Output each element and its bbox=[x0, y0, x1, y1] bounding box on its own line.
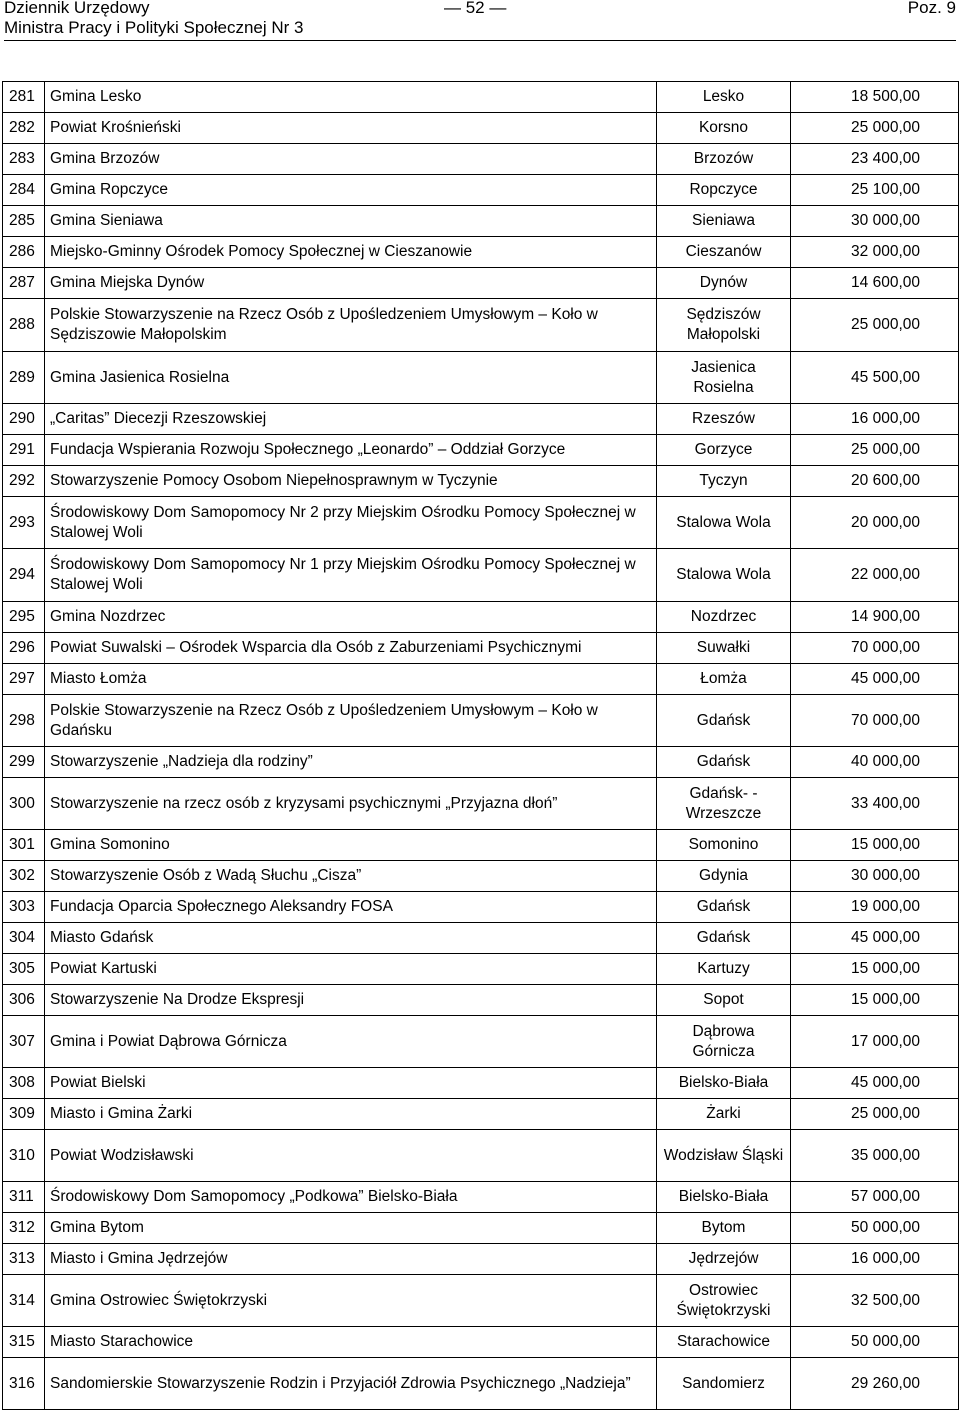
table-row bbox=[3, 268, 959, 299]
grant-amount: 19 000,00 bbox=[791, 892, 959, 923]
recipient-name: Fundacja Wspierania Rozwoju Społecznego „Leonardo” – Oddział Gorzyce bbox=[45, 435, 657, 466]
recipient-city: Gdynia bbox=[657, 861, 791, 892]
recipient-city: Stalowa Wola bbox=[657, 497, 791, 549]
recipient-city: Tyczyn bbox=[657, 466, 791, 497]
recipient-city: Lesko bbox=[657, 82, 791, 113]
position-number: Poz. 9 bbox=[907, 0, 956, 17]
table-row bbox=[3, 299, 959, 352]
recipient-name: Stowarzyszenie Pomocy Osobom Niepełnosprawnym w Tyczynie bbox=[45, 466, 657, 497]
row-number: 284 bbox=[3, 175, 45, 206]
table-row bbox=[3, 1327, 959, 1358]
recipient-city: Gdańsk bbox=[657, 695, 791, 747]
recipient-name: Miasto Gdańsk bbox=[45, 923, 657, 954]
row-number: 311 bbox=[3, 1182, 45, 1213]
row-number: 285 bbox=[3, 206, 45, 237]
row-number: 300 bbox=[3, 778, 45, 830]
recipient-city: Sędziszów Małopolski bbox=[657, 299, 791, 352]
recipient-name: Gmina Ropczyce bbox=[45, 175, 657, 206]
row-number: 283 bbox=[3, 144, 45, 175]
recipient-name: Miasto Starachowice bbox=[45, 1327, 657, 1358]
recipient-name: Stowarzyszenie „Nadzieja dla rodziny” bbox=[45, 747, 657, 778]
page-header bbox=[4, 0, 956, 42]
row-number: 294 bbox=[3, 549, 45, 602]
recipient-name: Powiat Wodzisławski bbox=[45, 1130, 657, 1182]
row-number: 304 bbox=[3, 923, 45, 954]
row-number: 307 bbox=[3, 1016, 45, 1068]
recipient-name: Środowiskowy Dom Samopomocy Nr 1 przy Miejskim Ośrodku Pomocy Społecznej w Stalowej Woli bbox=[45, 549, 657, 602]
journal-title: Dziennik Urzędowy bbox=[4, 0, 150, 17]
grant-amount: 14 600,00 bbox=[791, 268, 959, 299]
recipient-city: Gdańsk bbox=[657, 747, 791, 778]
row-number: 288 bbox=[3, 299, 45, 352]
table-row bbox=[3, 549, 959, 602]
recipient-name: Stowarzyszenie Na Drodze Ekspresji bbox=[45, 985, 657, 1016]
table-row bbox=[3, 664, 959, 695]
row-number: 298 bbox=[3, 695, 45, 747]
row-number: 310 bbox=[3, 1130, 45, 1182]
recipient-name: Sandomierskie Stowarzyszenie Rodzin i Przyjaciół Zdrowia Psychicznego „Nadzieja” bbox=[45, 1358, 657, 1410]
recipient-name: Środowiskowy Dom Samopomocy „Podkowa” Bielsko-Biała bbox=[45, 1182, 657, 1213]
row-number: 309 bbox=[3, 1099, 45, 1130]
grant-amount: 23 400,00 bbox=[791, 144, 959, 175]
recipient-name: Fundacja Oparcia Społecznego Aleksandry FOSA bbox=[45, 892, 657, 923]
recipient-name: Polskie Stowarzyszenie na Rzecz Osób z Upośledzeniem Umysłowym – Koło w Sędziszowie Małopolskim bbox=[45, 299, 657, 352]
table-row bbox=[3, 923, 959, 954]
row-number: 290 bbox=[3, 404, 45, 435]
recipient-name: Gmina Nozdrzec bbox=[45, 602, 657, 633]
recipient-city: Gdańsk- -Wrzeszcze bbox=[657, 778, 791, 830]
grant-amount: 45 500,00 bbox=[791, 352, 959, 404]
recipient-city: Ropczyce bbox=[657, 175, 791, 206]
row-number: 302 bbox=[3, 861, 45, 892]
grant-amount: 30 000,00 bbox=[791, 861, 959, 892]
recipient-city: Żarki bbox=[657, 1099, 791, 1130]
row-number: 293 bbox=[3, 497, 45, 549]
table-row bbox=[3, 830, 959, 861]
grant-amount: 50 000,00 bbox=[791, 1213, 959, 1244]
recipient-city: Bielsko-Biała bbox=[657, 1182, 791, 1213]
table-row bbox=[3, 1358, 959, 1410]
table-row bbox=[3, 435, 959, 466]
row-number: 305 bbox=[3, 954, 45, 985]
grant-amount: 25 000,00 bbox=[791, 113, 959, 144]
recipient-city: Ostrowiec Świętokrzyski bbox=[657, 1275, 791, 1327]
row-number: 297 bbox=[3, 664, 45, 695]
recipient-name: Powiat Krośnieński bbox=[45, 113, 657, 144]
table-row bbox=[3, 144, 959, 175]
table-row bbox=[3, 602, 959, 633]
page-number: — 52 — bbox=[444, 0, 507, 17]
table-row bbox=[3, 1099, 959, 1130]
grant-amount: 16 000,00 bbox=[791, 1244, 959, 1275]
grant-amount: 20 600,00 bbox=[791, 466, 959, 497]
table-row bbox=[3, 404, 959, 435]
table-row bbox=[3, 1244, 959, 1275]
row-number: 306 bbox=[3, 985, 45, 1016]
table-row bbox=[3, 954, 959, 985]
table-row bbox=[3, 747, 959, 778]
table-row bbox=[3, 778, 959, 830]
recipient-city: Sieniawa bbox=[657, 206, 791, 237]
recipient-name: Miasto Łomża bbox=[45, 664, 657, 695]
row-number: 289 bbox=[3, 352, 45, 404]
table-row bbox=[3, 237, 959, 268]
grant-amount: 18 500,00 bbox=[791, 82, 959, 113]
recipient-name: Powiat Suwalski – Ośrodek Wsparcia dla Osób z Zaburzeniami Psychicznymi bbox=[45, 633, 657, 664]
table-row bbox=[3, 633, 959, 664]
table-row bbox=[3, 82, 959, 113]
grant-amount: 45 000,00 bbox=[791, 1068, 959, 1099]
table-row bbox=[3, 1016, 959, 1068]
table-row bbox=[3, 985, 959, 1016]
recipient-name: Powiat Kartuski bbox=[45, 954, 657, 985]
recipient-name: Gmina Bytom bbox=[45, 1213, 657, 1244]
recipient-name: Gmina Miejska Dynów bbox=[45, 268, 657, 299]
row-number: 287 bbox=[3, 268, 45, 299]
row-number: 303 bbox=[3, 892, 45, 923]
recipient-city: Jasienica Rosielna bbox=[657, 352, 791, 404]
grant-amount: 32 000,00 bbox=[791, 237, 959, 268]
recipient-name: Gmina Somonino bbox=[45, 830, 657, 861]
table-row bbox=[3, 175, 959, 206]
grant-amount: 20 000,00 bbox=[791, 497, 959, 549]
grant-amount: 25 000,00 bbox=[791, 435, 959, 466]
grant-amount: 15 000,00 bbox=[791, 830, 959, 861]
grant-amount: 33 400,00 bbox=[791, 778, 959, 830]
row-number: 286 bbox=[3, 237, 45, 268]
recipient-city: Kartuzy bbox=[657, 954, 791, 985]
table-row bbox=[3, 206, 959, 237]
recipient-city: Gorzyce bbox=[657, 435, 791, 466]
recipient-city: Korsno bbox=[657, 113, 791, 144]
ministry-title: Ministra Pracy i Polityki Społecznej Nr 3 bbox=[4, 18, 304, 37]
table-row bbox=[3, 892, 959, 923]
recipient-city: Rzeszów bbox=[657, 404, 791, 435]
row-number: 296 bbox=[3, 633, 45, 664]
recipient-city: Brzozów bbox=[657, 144, 791, 175]
grant-amount: 50 000,00 bbox=[791, 1327, 959, 1358]
table-row bbox=[3, 1213, 959, 1244]
grant-amount: 70 000,00 bbox=[791, 695, 959, 747]
recipient-name: Miasto i Gmina Jędrzejów bbox=[45, 1244, 657, 1275]
table-row bbox=[3, 352, 959, 404]
grant-amount: 25 000,00 bbox=[791, 299, 959, 352]
recipient-city: Suwałki bbox=[657, 633, 791, 664]
grant-amount: 15 000,00 bbox=[791, 985, 959, 1016]
recipient-name: Środowiskowy Dom Samopomocy Nr 2 przy Miejskim Ośrodku Pomocy Społecznej w Stalowej Woli bbox=[45, 497, 657, 549]
grant-amount: 30 000,00 bbox=[791, 206, 959, 237]
recipient-city: Bytom bbox=[657, 1213, 791, 1244]
recipient-city: Nozdrzec bbox=[657, 602, 791, 633]
row-number: 301 bbox=[3, 830, 45, 861]
recipient-city: Gdańsk bbox=[657, 892, 791, 923]
row-number: 315 bbox=[3, 1327, 45, 1358]
recipient-name: „Caritas” Diecezji Rzeszowskiej bbox=[45, 404, 657, 435]
recipient-city: Łomża bbox=[657, 664, 791, 695]
table-row bbox=[3, 1182, 959, 1213]
recipient-city: Sopot bbox=[657, 985, 791, 1016]
row-number: 314 bbox=[3, 1275, 45, 1327]
row-number: 313 bbox=[3, 1244, 45, 1275]
recipient-city: Stalowa Wola bbox=[657, 549, 791, 602]
table-row bbox=[3, 1275, 959, 1327]
row-number: 281 bbox=[3, 82, 45, 113]
header-rule bbox=[4, 40, 956, 41]
row-number: 291 bbox=[3, 435, 45, 466]
recipient-city: Gdańsk bbox=[657, 923, 791, 954]
recipient-name: Gmina Jasienica Rosielna bbox=[45, 352, 657, 404]
recipient-city: Bielsko-Biała bbox=[657, 1068, 791, 1099]
row-number: 299 bbox=[3, 747, 45, 778]
row-number: 282 bbox=[3, 113, 45, 144]
recipient-name: Polskie Stowarzyszenie na Rzecz Osób z Upośledzeniem Umysłowym – Koło w Gdańsku bbox=[45, 695, 657, 747]
recipient-name: Miejsko-Gminny Ośrodek Pomocy Społecznej w Cieszanowie bbox=[45, 237, 657, 268]
recipient-name: Gmina Ostrowiec Świętokrzyski bbox=[45, 1275, 657, 1327]
recipient-city: Cieszanów bbox=[657, 237, 791, 268]
table-row bbox=[3, 113, 959, 144]
recipient-name: Powiat Bielski bbox=[45, 1068, 657, 1099]
row-number: 292 bbox=[3, 466, 45, 497]
grant-amount: 29 260,00 bbox=[791, 1358, 959, 1410]
recipient-city: Wodzisław Śląski bbox=[657, 1130, 791, 1182]
recipient-city: Jędrzejów bbox=[657, 1244, 791, 1275]
grant-amount: 70 000,00 bbox=[791, 633, 959, 664]
recipient-name: Gmina Sieniawa bbox=[45, 206, 657, 237]
recipient-name: Stowarzyszenie Osób z Wadą Słuchu „Cisza” bbox=[45, 861, 657, 892]
grant-amount: 25 000,00 bbox=[791, 1099, 959, 1130]
grant-amount: 57 000,00 bbox=[791, 1182, 959, 1213]
table-row bbox=[3, 466, 959, 497]
grant-amount: 17 000,00 bbox=[791, 1016, 959, 1068]
recipient-name: Gmina Lesko bbox=[45, 82, 657, 113]
grant-amount: 45 000,00 bbox=[791, 664, 959, 695]
grant-amount: 14 900,00 bbox=[791, 602, 959, 633]
grant-amount: 22 000,00 bbox=[791, 549, 959, 602]
recipient-city: Somonino bbox=[657, 830, 791, 861]
table-row bbox=[3, 1068, 959, 1099]
grant-amount: 35 000,00 bbox=[791, 1130, 959, 1182]
grant-amount: 16 000,00 bbox=[791, 404, 959, 435]
recipient-name: Gmina i Powiat Dąbrowa Górnicza bbox=[45, 1016, 657, 1068]
recipient-name: Miasto i Gmina Żarki bbox=[45, 1099, 657, 1130]
table-row bbox=[3, 695, 959, 747]
row-number: 308 bbox=[3, 1068, 45, 1099]
table-row bbox=[3, 861, 959, 892]
recipient-city: Dynów bbox=[657, 268, 791, 299]
grant-amount: 45 000,00 bbox=[791, 923, 959, 954]
grant-amount: 32 500,00 bbox=[791, 1275, 959, 1327]
row-number: 312 bbox=[3, 1213, 45, 1244]
table-row bbox=[3, 497, 959, 549]
row-number: 316 bbox=[3, 1358, 45, 1410]
recipient-city: Sandomierz bbox=[657, 1358, 791, 1410]
row-number: 295 bbox=[3, 602, 45, 633]
recipient-name: Gmina Brzozów bbox=[45, 144, 657, 175]
recipient-name: Stowarzyszenie na rzecz osób z kryzysami psychicznymi „Przyjazna dłoń” bbox=[45, 778, 657, 830]
table-row bbox=[3, 1130, 959, 1182]
grant-amount: 15 000,00 bbox=[791, 954, 959, 985]
grant-table bbox=[2, 81, 959, 1410]
recipient-city: Dąbrowa Górnicza bbox=[657, 1016, 791, 1068]
grant-amount: 40 000,00 bbox=[791, 747, 959, 778]
recipient-city: Starachowice bbox=[657, 1327, 791, 1358]
grant-amount: 25 100,00 bbox=[791, 175, 959, 206]
